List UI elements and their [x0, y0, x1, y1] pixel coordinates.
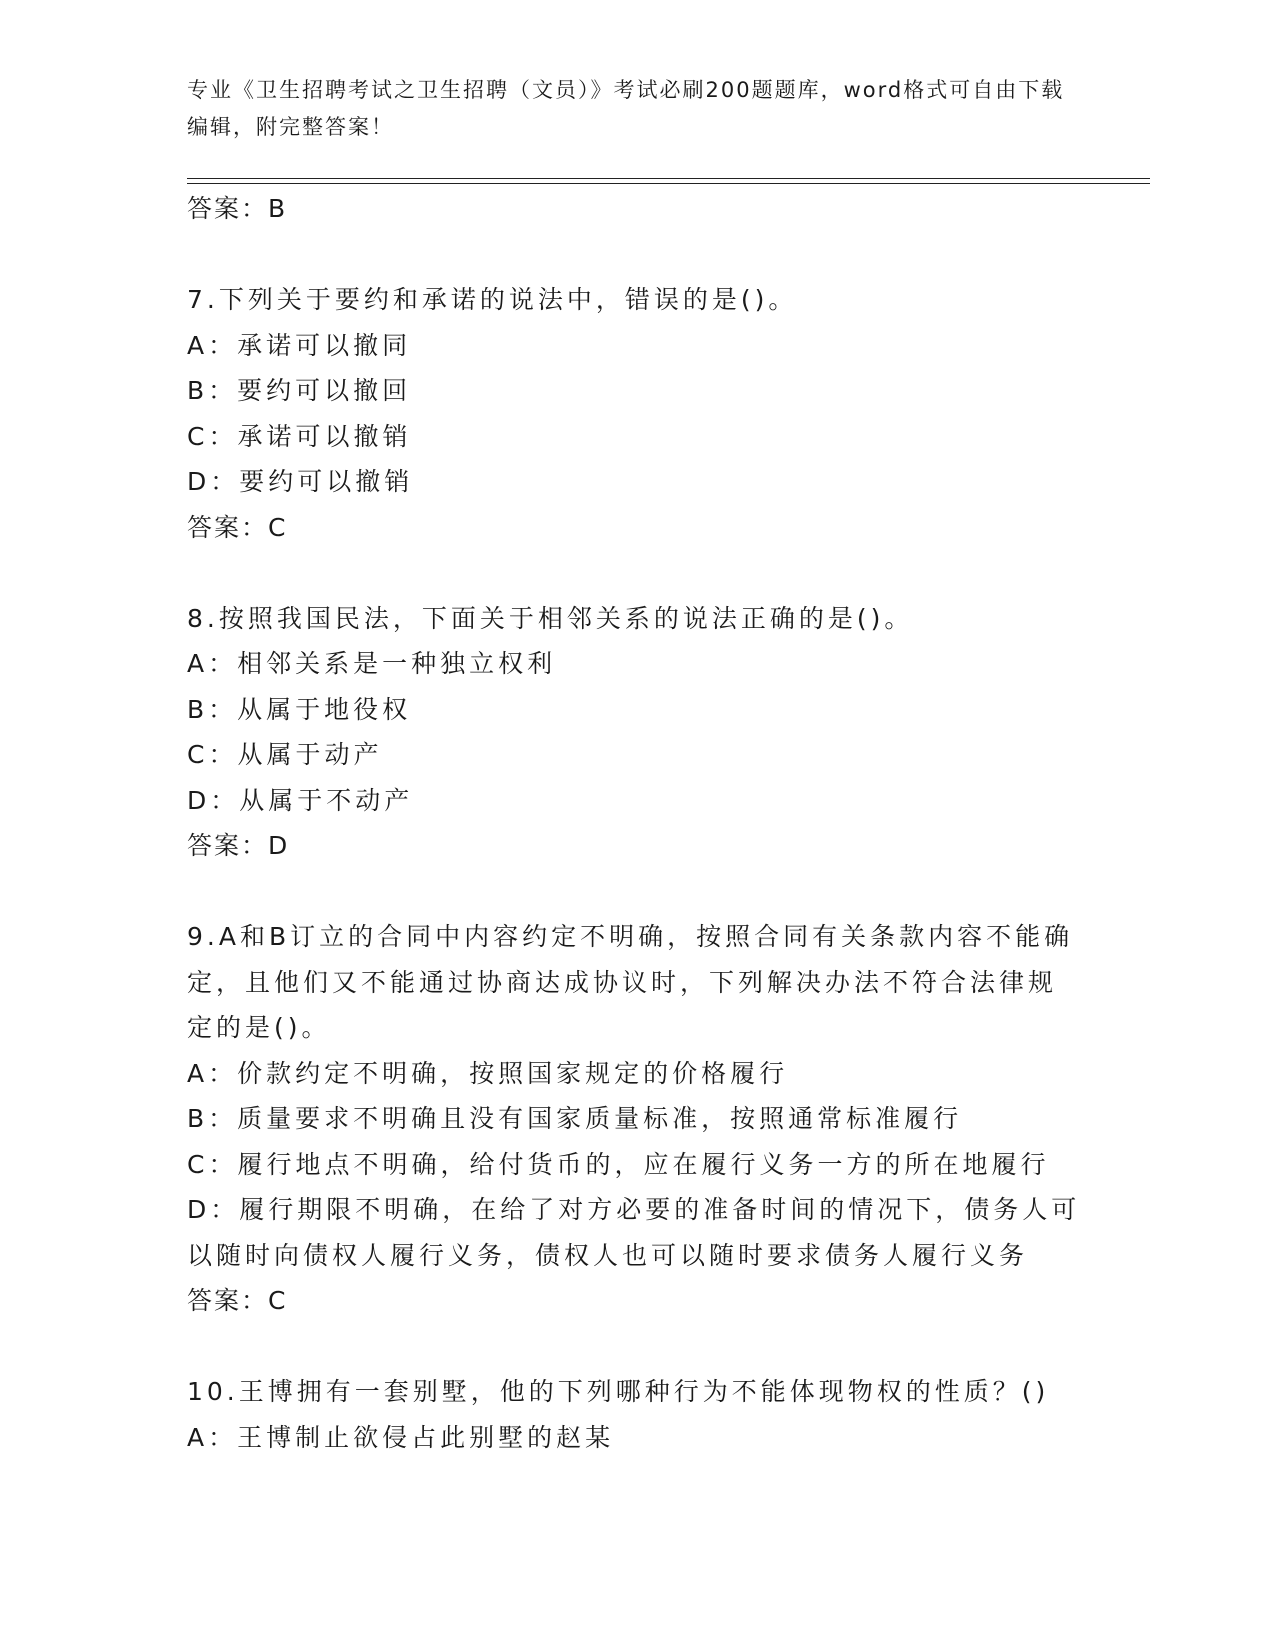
answer-line: 答案：B: [187, 194, 288, 223]
question-item: [187, 277, 1087, 550]
option-d: D：从属于不动产: [187, 785, 414, 815]
option-c: C：承诺可以撤销: [187, 421, 412, 451]
question-stem-line: 定的是()。: [187, 1013, 331, 1042]
option-a: A：价款约定不明确，按照国家规定的价格履行: [187, 1058, 789, 1088]
question-stem: 10.王博拥有一套别墅，他的下列哪种行为不能体现物权的性质？(): [187, 1377, 1050, 1406]
header-rule-bottom: [187, 183, 1150, 184]
answer-line: 答案：D: [187, 831, 290, 860]
answer-line: 答案：C: [187, 1286, 288, 1315]
option-d: D：履行期限不明确，在给了对方必要的准备时间的情况下，债务人可: [187, 1195, 1081, 1224]
header-rule-top: [187, 178, 1150, 179]
question-stem-line: 9.A和B订立的合同中内容约定不明确，按照合同有关条款内容不能确: [187, 922, 1074, 951]
option-b: B：质量要求不明确且没有国家质量标准，按照通常标准履行: [187, 1104, 963, 1133]
option-a: A：承诺可以撤同: [187, 330, 412, 360]
question-stem-line: 定，且他们又不能通过协商达成协议时，下列解决办法不符合法律规: [187, 967, 1058, 997]
option-c: C：履行地点不明确，给付货币的，应在履行义务一方的所在地履行: [187, 1149, 1050, 1179]
option-d-continued: 以随时向债权人履行义务，债权人也可以随时要求债务人履行义务: [187, 1240, 1029, 1270]
option-b: B：从属于地役权: [187, 694, 412, 724]
option-a: A：相邻关系是一种独立权利: [187, 649, 557, 678]
answer-line: 答案：C: [187, 512, 288, 542]
question-item: [187, 596, 1087, 869]
question-item: [187, 914, 1087, 1324]
option-c: C：从属于动产: [187, 740, 383, 769]
option-a: A：王博制止欲侵占此别墅的赵某: [187, 1422, 615, 1452]
question-stem: 8.按照我国民法，下面关于相邻关系的说法正确的是()。: [187, 603, 914, 633]
option-d: D：要约可以撤销: [187, 467, 414, 496]
option-b: B：要约可以撤回: [187, 376, 412, 405]
question-stem: 7.下列关于要约和承诺的说法中，错误的是()。: [187, 285, 798, 314]
document-header: 专业《卫生招聘考试之卫生招聘（文员）》考试必刷200题题库，word格式可自由下载编辑，附完整答案！: [187, 78, 1065, 139]
question-list: [187, 186, 1087, 1460]
question-item: [187, 1369, 1087, 1460]
